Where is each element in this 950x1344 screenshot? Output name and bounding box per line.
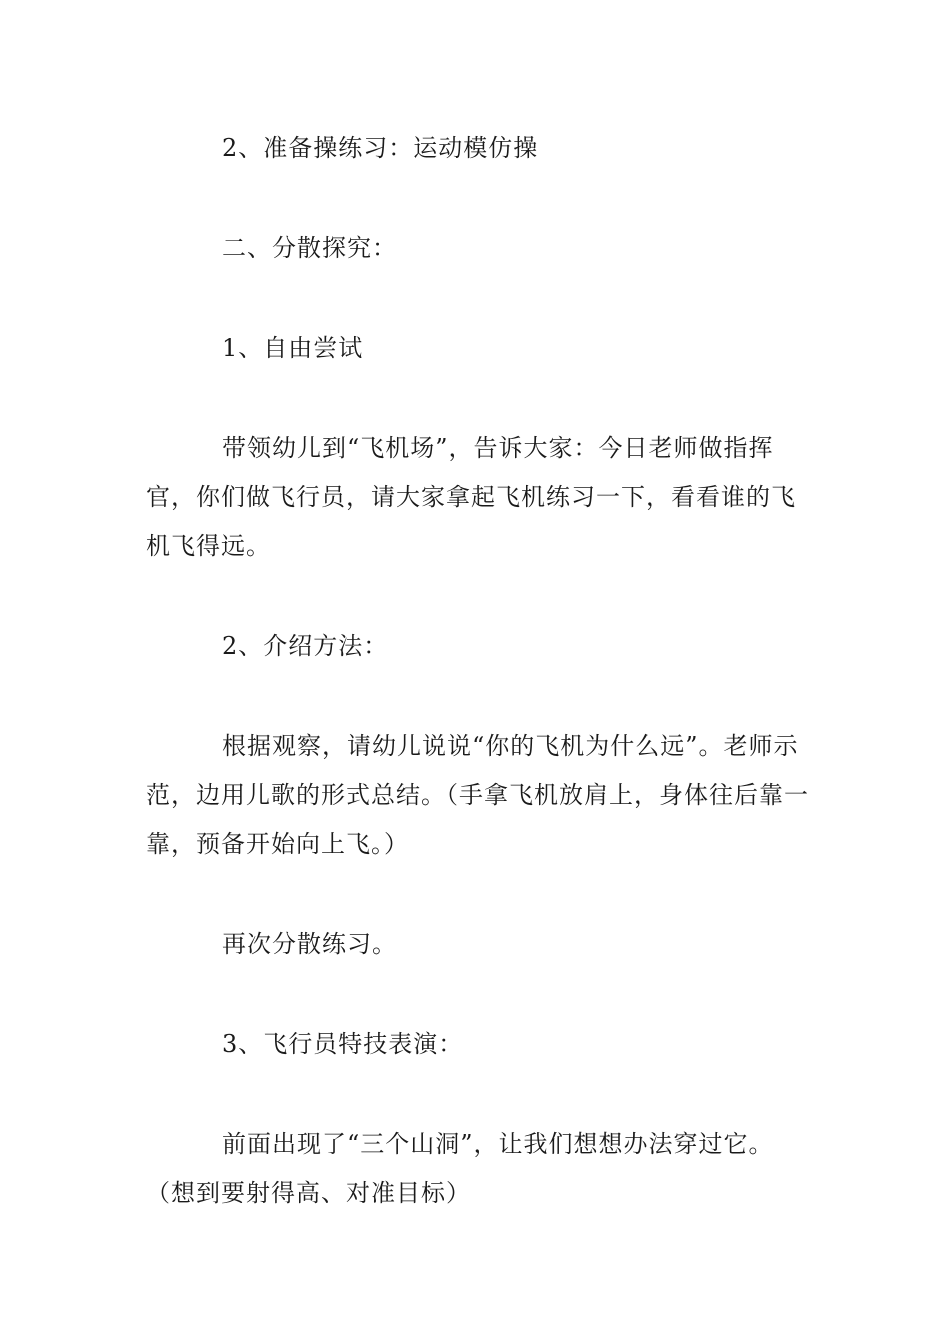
paragraph-practice-again: 再次分散练习。 xyxy=(222,930,397,958)
paragraph-method-demonstration: 根据观察，请幼儿说说“你的飞机为什么远”。老师示范，边用儿歌的形式总结。（手拿飞机放肩上，身体往后靠一靠，预备开始向上飞。） xyxy=(146,732,809,858)
paragraph-airport-instructions: 带领幼儿到“飞机场”，告诉大家：今日老师做指挥官，你们做飞行员，请大家拿起飞机练习一下，看看谁的飞机飞得远。 xyxy=(146,434,796,560)
paragraph-three-caves: 前面出现了“三个山洞”，让我们想想办法穿过它。（想到要射得高、对准目标） xyxy=(146,1130,774,1207)
section-heading-exploration: 二、分散探究： xyxy=(222,234,397,262)
step-stunt-performance: 3、飞行员特技表演： xyxy=(222,1030,464,1058)
step-warmup-exercise: 2、准备操练习：运动模仿操 xyxy=(222,134,539,162)
step-introduce-method: 2、介绍方法： xyxy=(222,632,389,660)
step-free-attempt: 1、自由尝试 xyxy=(222,334,364,362)
